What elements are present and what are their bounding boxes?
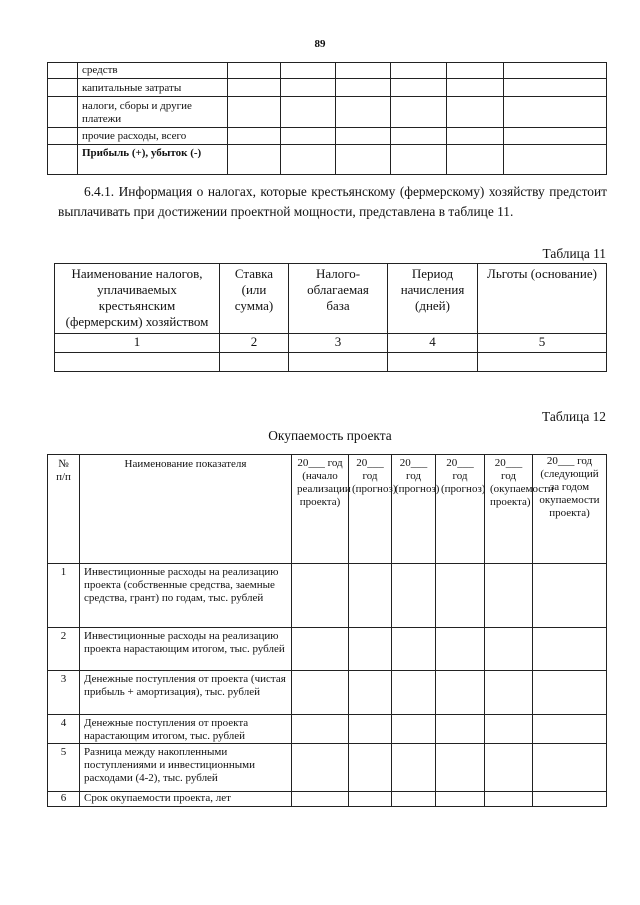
row-name: Инвестиционные расходы на реализацию проекта нарастающим итогом, тыс. рублей [80, 628, 292, 671]
row-name: Денежные поступления от проекта нарастающим итогом, тыс. рублей [80, 715, 292, 744]
table-row [48, 79, 607, 97]
table-row [55, 353, 607, 372]
table-row [48, 792, 607, 807]
table11 [54, 263, 607, 372]
table-row [48, 744, 607, 792]
table11-col-number: 3 [289, 334, 388, 353]
table-row [48, 97, 607, 128]
table11-caption: Таблица 11 [542, 246, 606, 261]
table12-header-year: 20___ год (прогноз) [349, 455, 392, 564]
table12-header-name: Наименование показателя [80, 455, 292, 564]
table12-header-year: 20___ год (начало реализации проекта) [292, 455, 349, 564]
table11-col-number: 4 [388, 334, 478, 353]
table12-header-year: 20___ год (окупаемости проекта) [485, 455, 533, 564]
table12-header-year: 20___ год (прогноз) [436, 455, 485, 564]
row-label: прочие расходы, всего [78, 128, 228, 145]
table12-header-num: № п/п [48, 455, 80, 564]
table-row [48, 564, 607, 628]
row-number: 2 [48, 628, 80, 671]
row-number: 6 [48, 792, 80, 807]
table11-header: Период начисления (дней) [388, 264, 478, 334]
row-name: Срок окупаемости проекта, лет [80, 792, 292, 807]
top-table [47, 62, 607, 175]
row-label: средств [78, 63, 228, 79]
table12-header-year: 20___ год (прогноз) [392, 455, 436, 564]
table-row [48, 145, 607, 175]
page-number: 89 [314, 38, 326, 50]
table-row [48, 671, 607, 715]
table-row [48, 715, 607, 744]
table-row [48, 128, 607, 145]
row-number: 5 [48, 744, 80, 792]
table12-header-year: 20___ год (следующий за годом окупаемости проекта) [533, 455, 607, 564]
table12-title: Окупаемость проекта [268, 428, 392, 443]
row-number: 1 [48, 564, 80, 628]
table12 [47, 454, 607, 807]
table11-col-number: 2 [220, 334, 289, 353]
table11-header: Наименование налогов, уплачиваемых крестьянским (фермерским) хозяйством [55, 264, 220, 334]
row-label: капитальные затраты [78, 79, 228, 97]
paragraph: 6.4.1. Информация о налогах, которые крестьянскому (фермерскому) хозяйству предстоит выплачивать при достижении проектной мощности, представлена в таблице 11. [58, 184, 607, 219]
row-name: Инвестиционные расходы на реализацию проекта (собственные средства, заемные средства, грант) по годам, тыс. рублей [80, 564, 292, 628]
table11-header: Налого-облагаемая база [289, 264, 388, 334]
table-row [48, 63, 607, 79]
row-number: 4 [48, 715, 80, 744]
row-name: Денежные поступления от проекта (чистая прибыль + амортизация), тыс. рублей [80, 671, 292, 715]
row-label: налоги, сборы и другие платежи [78, 97, 228, 128]
table11-col-number: 1 [55, 334, 220, 353]
row-label-profit: Прибыль (+), убыток (-) [78, 145, 228, 175]
table11-header: Льготы (основание) [478, 264, 607, 334]
row-name: Разница между накопленными поступлениями и инвестиционными расходами (4-2), тыс. рублей [80, 744, 292, 792]
table11-col-number: 5 [478, 334, 607, 353]
row-number: 3 [48, 671, 80, 715]
table12-caption: Таблица 12 [542, 409, 606, 424]
table-row [48, 628, 607, 671]
table11-header: Ставка (или сумма) [220, 264, 289, 334]
